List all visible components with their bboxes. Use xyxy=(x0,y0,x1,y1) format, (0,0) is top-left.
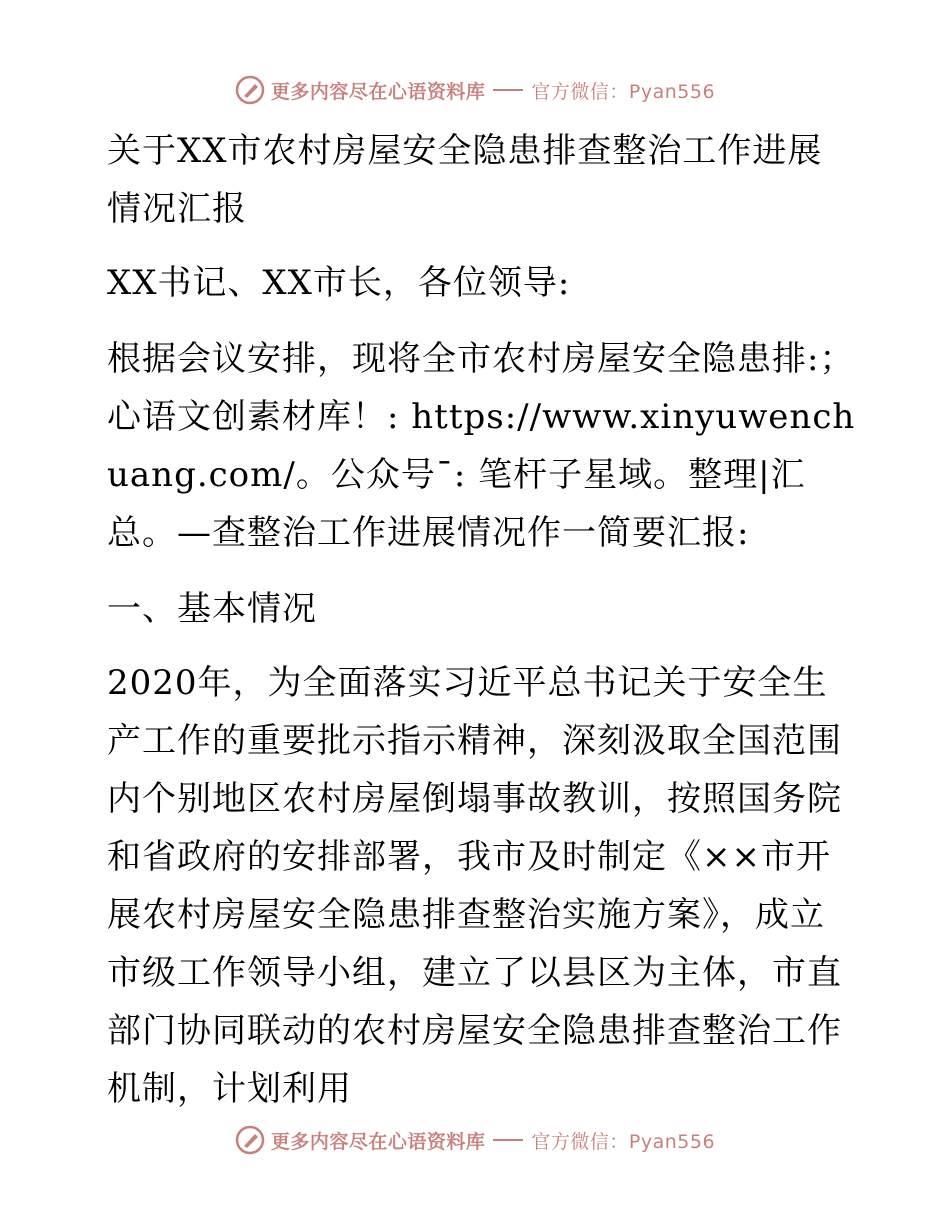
watermark-header xyxy=(0,70,950,110)
body-paragraph: 2020年，为全面落实习近平总书记关于安全生产工作的重要批示指示精神，深刻汲取全国范围内个别地区农村房屋倒塌事故教训，按照国务院和省政府的安排部署，我市及时制定《××市开展农村房屋安全隐患排查整治实施方案》，成立市级工作领导小组，建立了以县区为主体，市直部门协同联动的农村房屋安全隐患排查整治工作机制，计划利用 xyxy=(107,663,842,1109)
watermark-dash xyxy=(493,89,523,91)
watermark-contact: 官方微信：Pyan556 xyxy=(531,1130,716,1153)
watermark-footer xyxy=(0,1120,950,1160)
salutation: XX书记、XX市长，各位领导: xyxy=(107,263,571,303)
document-title: 关于XX市农村房屋安全隐患排查整治工作进展情况汇报 xyxy=(107,131,823,229)
watermark-brand: 更多内容尽在心语资料库 xyxy=(270,1130,486,1153)
watermark-contact: 官方微信：Pyan556 xyxy=(531,80,716,103)
pen-logo-icon xyxy=(235,1125,265,1155)
watermark-dash xyxy=(493,1139,523,1141)
intro-paragraph: 根据会议安排，现将全市农村房屋安全隐患排:；心语文创素材库！: https://www.xinyuwenchuang.com/。公众号¯: 笔杆子星域。整理|汇总。—查整治工作进展情况作一简要汇报: xyxy=(107,339,856,553)
watermark-brand: 更多内容尽在心语资料库 xyxy=(270,80,486,103)
pen-logo-icon xyxy=(235,75,265,105)
section-heading: 一、基本情况 xyxy=(107,589,317,629)
document-body xyxy=(97,122,857,1136)
